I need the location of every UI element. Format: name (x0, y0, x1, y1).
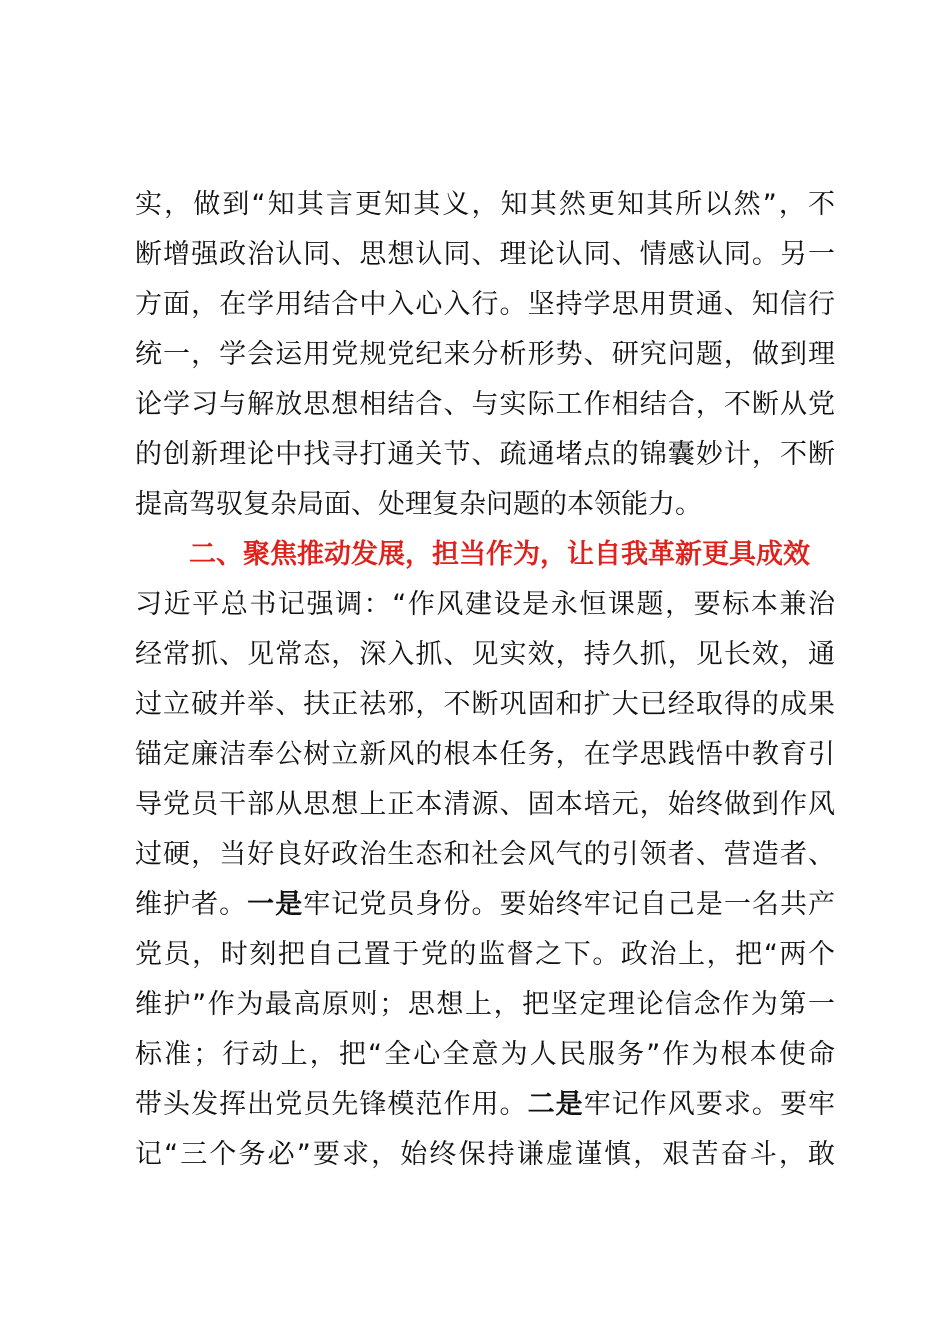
text-segment: 牢记党员身份。要始终牢记自己是一名共产 (303, 889, 835, 920)
text-segment: 维护者。 (135, 889, 248, 920)
section-heading: 二、聚焦推动发展，担当作为，让自我革新更具成效 (189, 539, 810, 570)
text-line-mixed (135, 880, 835, 930)
text-segment: 带头发挥出党员先锋模范作用。 (135, 1089, 528, 1120)
bold-lead-in: 一是 (247, 889, 304, 920)
text-line: 统一，学会运用党规党纪来分析形势、研究问题，做到理 (135, 339, 835, 370)
text-line: 的创新理论中找寻打通关节、疏通堵点的锦囊妙计，不断 (135, 439, 835, 470)
text-line: 党员，时刻把自己置于党的监督之下。政治上，把“两个 (135, 939, 835, 970)
text-line: 提高驾驭复杂局面、处理复杂问题的本领能力。 (135, 489, 702, 520)
text-line: 导党员干部从思想上正本清源、固本培元，始终做到作风 (135, 789, 835, 820)
text-line: 方面，在学用结合中入心入行。坚持学思用贯通、知信行 (135, 289, 835, 320)
bold-lead-in: 二是 (527, 1089, 584, 1120)
text-line: 断增强政治认同、思想认同、理论认同、情感认同。另一 (135, 239, 835, 270)
text-line: 实，做到“知其言更知其义，知其然更知其所以然”，不 (135, 189, 835, 220)
text-line: 习近平总书记强调：“作风建设是永恒课题，要标本兼治 (135, 589, 835, 620)
text-line: 维护”作为最高原则；思想上，把坚定理论信念作为第一 (135, 989, 835, 1020)
text-line: 经常抓、见常态，深入抓、见实效，持久抓，见长效，通 (135, 639, 835, 670)
text-line: 标准；行动上，把“全心全意为人民服务”作为根本使命 (135, 1039, 835, 1070)
text-line-mixed (135, 1080, 835, 1130)
text-line: 过立破并举、扶正祛邪，不断巩固和扩大已经取得的成果 (135, 689, 835, 720)
text-line: 论学习与解放思想相结合、与实际工作相结合，不断从党 (135, 389, 835, 420)
text-line: 记“三个务必”要求，始终保持谦虚谨慎，艰苦奋斗，敢 (135, 1139, 835, 1170)
text-line: 锚定廉洁奉公树立新风的根本任务，在学思践悟中教育引 (135, 739, 835, 770)
body-text (135, 180, 835, 1180)
text-line: 过硬，当好良好政治生态和社会风气的引领者、营造者、 (135, 839, 835, 870)
text-segment: 牢记作风要求。要牢 (583, 1089, 835, 1120)
